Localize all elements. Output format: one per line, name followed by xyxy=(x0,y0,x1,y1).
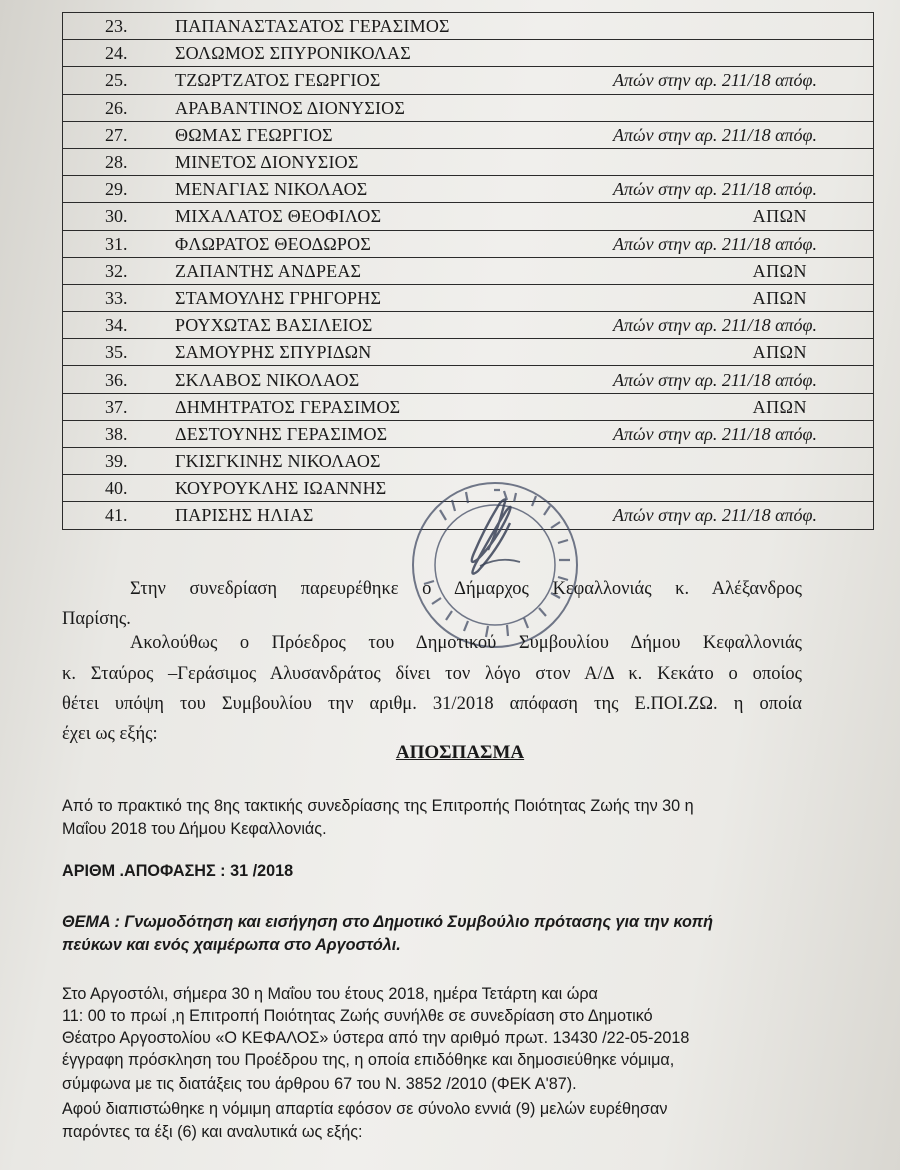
member-number: 41. xyxy=(63,502,156,529)
member-absence-note: Απών στην αρ. 211/18 απόφ. xyxy=(525,502,874,529)
member-name: ΜΙΧΑΛΑΤΟΣ ΘΕΟΦΙΛΟΣ xyxy=(155,203,525,230)
member-absence-note: Απών στην αρ. 211/18 απόφ. xyxy=(525,121,874,148)
member-number: 35. xyxy=(63,339,156,366)
member-number: 32. xyxy=(63,257,156,284)
member-number: 33. xyxy=(63,284,156,311)
member-number: 30. xyxy=(63,203,156,230)
member-row xyxy=(63,94,874,121)
member-absence-note: Απών στην αρ. 211/18 απόφ. xyxy=(525,67,874,94)
member-number: 29. xyxy=(63,176,156,203)
member-number: 37. xyxy=(63,393,156,420)
president-paragraph-line-4: έχει ως εξής: xyxy=(62,724,158,744)
member-absence-note: ΑΠΩΝ xyxy=(525,257,874,284)
member-name: ΔΕΣΤΟΥΝΗΣ ΓΕΡΑΣΙΜΟΣ xyxy=(155,420,525,447)
member-number: 27. xyxy=(63,121,156,148)
member-number: 31. xyxy=(63,230,156,257)
member-absence-note: Απών στην αρ. 211/18 απόφ. xyxy=(525,176,874,203)
member-name: ΜΕΝΑΓΙΑΣ ΝΙΚΟΛΑΟΣ xyxy=(155,176,525,203)
member-absence-note xyxy=(525,40,874,67)
member-absence-note: ΑΠΩΝ xyxy=(525,339,874,366)
decision-number: ΑΡΙΘΜ .ΑΠΟΦΑΣΗΣ : 31 /2018 xyxy=(62,862,294,880)
member-row xyxy=(63,420,874,447)
president-paragraph-line-1: Ακολούθως ο Πρόεδρος του Δημοτικού Συμβουλίου Δήμου Κεφαλλονιάς xyxy=(130,633,802,653)
member-row xyxy=(63,366,874,393)
member-row xyxy=(63,121,874,148)
member-name: ΜΙΝΕΤΟΣ ΔΙΟΝΥΣΙΟΣ xyxy=(155,148,525,175)
member-number: 39. xyxy=(63,448,156,475)
member-row xyxy=(63,148,874,175)
minutes-line-1: Από το πρακτικό της 8ης τακτικής συνεδρίασης της Επιτροπής Ποιότητας Ζωής την 30 η xyxy=(62,797,694,815)
quorum-line-2: παρόντες τα έξι (6) και αναλυτικά ως εξής: xyxy=(62,1123,363,1141)
member-absence-note: Απών στην αρ. 211/18 απόφ. xyxy=(525,420,874,447)
member-name: ΔΗΜΗΤΡΑΤΟΣ ΓΕΡΑΣΙΜΟΣ xyxy=(155,393,525,420)
member-number: 40. xyxy=(63,475,156,502)
member-absence-note: ΑΠΩΝ xyxy=(525,284,874,311)
member-number: 25. xyxy=(63,67,156,94)
body-line-2: 11: 00 το πρωί ,η Επιτροπή Ποιότητας Ζωής συνήλθε σε συνεδρίαση στο Δημοτικό xyxy=(62,1007,653,1025)
extract-heading: ΑΠΟΣΠΑΣΜΑ xyxy=(395,742,525,763)
member-absence-note: ΑΠΩΝ xyxy=(525,393,874,420)
member-number: 38. xyxy=(63,420,156,447)
member-name: ΣΤΑΜΟΥΛΗΣ ΓΡΗΓΟΡΗΣ xyxy=(155,284,525,311)
member-name: ΡΟΥΧΩΤΑΣ ΒΑΣΙΛΕΙΟΣ xyxy=(155,312,525,339)
member-absence-note: Απών στην αρ. 211/18 απόφ. xyxy=(525,230,874,257)
member-row xyxy=(63,312,874,339)
mayor-paragraph-line-2: Παρίσης. xyxy=(62,609,131,629)
member-row xyxy=(63,230,874,257)
member-row xyxy=(63,67,874,94)
member-number: 26. xyxy=(63,94,156,121)
member-name: ΑΡΑΒΑΝΤΙΝΟΣ ΔΙΟΝΥΣΙΟΣ xyxy=(155,94,525,121)
member-absence-note xyxy=(525,94,874,121)
member-number: 34. xyxy=(63,312,156,339)
member-absence-note xyxy=(525,148,874,175)
member-absence-note xyxy=(525,13,874,40)
member-name: ΚΟΥΡΟΥΚΛΗΣ ΙΩΑΝΝΗΣ xyxy=(155,475,525,502)
member-number: 36. xyxy=(63,366,156,393)
subject-line-2: πεύκων και ενός χαιμέρωπα στο Αργοστόλι. xyxy=(62,936,401,954)
member-name: ΤΖΩΡΤΖΑΤΟΣ ΓΕΩΡΓΙΟΣ xyxy=(155,67,525,94)
member-name: ΠΑΡΙΣΗΣ ΗΛΙΑΣ xyxy=(155,502,525,529)
member-row xyxy=(63,393,874,420)
quorum-line-1: Αφού διαπιστώθηκε η νόμιμη απαρτία εφόσον σε σύνολο εννιά (9) μελών ευρέθησαν xyxy=(62,1100,668,1118)
member-number: 24. xyxy=(63,40,156,67)
body-line-3: Θέατρο Αργοστολίου «Ο ΚΕΦΑΛΟΣ» ύστερα από την αριθμό πρωτ. 13430 /22-05-2018 xyxy=(62,1029,690,1047)
president-paragraph-line-3: θέτει υπόψη του Συμβουλίου την αριθμ. 31/2018 απόφαση της Ε.ΠΟΙ.ΖΩ. η οποία xyxy=(62,694,802,714)
minutes-line-2: Μαΐου 2018 του Δήμου Κεφαλλονιάς. xyxy=(62,820,327,838)
member-number: 23. xyxy=(63,13,156,40)
body-line-5: σύμφωνα με τις διατάξεις του άρθρου 67 του Ν. 3852 /2010 (ΦΕΚ Α'87). xyxy=(62,1075,577,1093)
member-name: ΦΛΩΡΑΤΟΣ ΘΕΟΔΩΡΟΣ xyxy=(155,230,525,257)
member-attendance-table xyxy=(62,12,874,530)
member-row xyxy=(63,339,874,366)
member-name: ΖΑΠΑΝΤΗΣ ΑΝΔΡΕΑΣ xyxy=(155,257,525,284)
member-row xyxy=(63,257,874,284)
member-name: ΣΑΜΟΥΡΗΣ ΣΠΥΡΙΔΩΝ xyxy=(155,339,525,366)
body-line-1: Στο Αργοστόλι, σήμερα 30 η Μαΐου του έτους 2018, ημέρα Τετάρτη και ώρα xyxy=(62,985,598,1003)
member-row xyxy=(63,40,874,67)
mayor-paragraph-line-1: Στην συνεδρίαση παρευρέθηκε ο Δήμαρχος Κεφαλλονιάς κ. Αλέξανδρος xyxy=(130,579,802,599)
member-number: 28. xyxy=(63,148,156,175)
member-name: ΓΚΙΣΓΚΙΝΗΣ ΝΙΚΟΛΑΟΣ xyxy=(155,448,525,475)
member-absence-note: Απών στην αρ. 211/18 απόφ. xyxy=(525,366,874,393)
member-absence-note: Απών στην αρ. 211/18 απόφ. xyxy=(525,312,874,339)
president-paragraph-line-2: κ. Σταύρος –Γεράσιμος Αλυσανδράτος δίνει τον λόγο στον Α/Δ κ. Κεκάτο ο οποίος xyxy=(62,664,802,684)
member-row xyxy=(63,13,874,40)
member-name: ΣΟΛΩΜΟΣ ΣΠΥΡΟΝΙΚΟΛΑΣ xyxy=(155,40,525,67)
member-row xyxy=(63,176,874,203)
member-name: ΣΚΛΑΒΟΣ ΝΙΚΟΛΑΟΣ xyxy=(155,366,525,393)
member-absence-note: ΑΠΩΝ xyxy=(525,203,874,230)
member-name: ΘΩΜΑΣ ΓΕΩΡΓΙΟΣ xyxy=(155,121,525,148)
subject-line-1: ΘΕΜΑ : Γνωμοδότηση και εισήγηση στο Δημοτικό Συμβούλιο πρότασης για την κοπή xyxy=(62,913,714,931)
member-row xyxy=(63,203,874,230)
member-row xyxy=(63,284,874,311)
member-name: ΠΑΠΑΝΑΣΤΑΣΑΤΟΣ ΓΕΡΑΣΙΜΟΣ xyxy=(155,13,525,40)
body-line-4: έγγραφη πρόσκληση του Προέδρου της, η οποία επιδόθηκε και δημοσιεύθηκε νόμιμα, xyxy=(62,1051,675,1069)
